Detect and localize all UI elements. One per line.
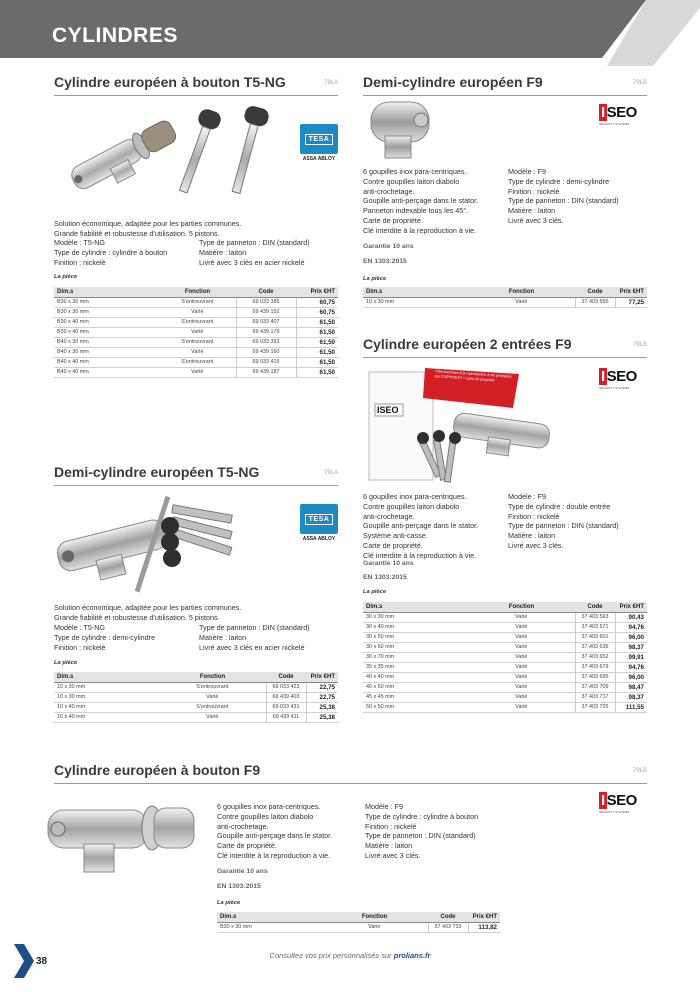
footer-link[interactable]: prolians.fr <box>393 951 431 960</box>
table-row: 10 x 40 mm Varié 69 439 411 25,38 <box>54 712 338 722</box>
spec-right: Modèle : F9 Type de cylindre : cylindre à bouton Finition : nickelé Type de panneton : DIN (standard) Matière : laiton Livré avec 3 clés. <box>365 802 479 860</box>
card-logo: ISEO <box>377 405 399 415</box>
price-table: Dim.s Fonction Code Prix €HT B30 x 30 mm Varié 37 403 733 113,82 <box>217 912 500 933</box>
table-row: 40 x 40 mm Varié 37 403 695 96,00 <box>363 672 647 682</box>
product-image-cylinder-knob <box>44 800 204 886</box>
page-number: 38 <box>36 956 48 967</box>
unit-label: La pièce <box>217 900 241 906</box>
table-row: 30 x 30 mm Varié 37 403 563 90,43 <box>363 612 647 622</box>
section-cylindre-bouton-f9 <box>54 762 647 942</box>
spec-left: 6 goupilles inox para-centriques. Contre goupilles laiton diabolo anti-crochetage. Goupille anti-perçage dans le stator. Système anti-casse. Carte de propriété. Clé interdite à la reproduction à vie. <box>363 492 479 560</box>
intro-text: Solution économique, adaptée pour les parties communes. Grande fiabilité et robustesse d'utilisation. 5 pistons. <box>54 603 242 622</box>
section-title: Cylindre européen à bouton F9 <box>54 762 261 778</box>
spec-right: Type de panneton : DIN (standard) Matière : laiton Livré avec 3 clés en acier nickelé <box>199 623 310 652</box>
section-cylindre-2-entrees-f9 <box>363 336 647 736</box>
section-header <box>363 74 647 96</box>
section-demi-cylindre-f9 <box>363 74 647 314</box>
spec-right: Type de panneton : DIN (standard) Matière : laiton Livré avec 3 clés en acier nickelé <box>199 238 310 267</box>
unit-label: La pièce <box>54 660 78 666</box>
table-row: 30 x 60 mm Varié 37 403 636 98,37 <box>363 642 647 652</box>
section-ref: 79LB <box>632 80 647 86</box>
brand-logo-iseo: I SEO SECURITY SYSTEMS <box>599 104 637 126</box>
table-row: 10 x 40 mm S'entrouvrant 69 033 431 25,38 <box>54 702 338 712</box>
section-header <box>54 464 338 486</box>
section-header <box>363 336 647 358</box>
table-row: B30 x 40 mm Varié 69 439 179 61,50 <box>54 327 338 337</box>
product-image-cylinder-card-keys <box>367 364 567 488</box>
section-ref: 79LA <box>323 470 338 476</box>
guarantee-label: Garantie 10 ans <box>363 243 414 250</box>
section-title: Demi-cylindre européen F9 <box>363 74 543 90</box>
unit-label: La pièce <box>363 276 387 282</box>
product-image-cylinder-knob-keys <box>58 98 278 208</box>
table-row: B40 x 40 mm S'entrouvrant 69 033 415 61,50 <box>54 357 338 367</box>
section-title: Cylindre européen à bouton T5-NG <box>54 74 286 90</box>
product-image-half-cylinder-keys <box>54 490 264 598</box>
table-row: B40 x 30 mm Varié 69 439 160 61,50 <box>54 347 338 357</box>
brand-logo-tesa: TESA ASSA ABLOY <box>300 504 338 542</box>
section-header <box>54 74 338 96</box>
spec-left: 6 goupilles inox para-centriques. Contre goupilles laiton diabolo anti-crochetage. Goupille anti-perçage dans le stator. Carte de propriété. Clé interdite à la reproduction à vie. <box>217 802 333 860</box>
brand-logo-iseo: I SEO SECURITY SYSTEMS <box>599 368 637 390</box>
table-row: 30 x 40 mm Varié 37 403 571 94,76 <box>363 622 647 632</box>
spec-left: Modèle : T5-NG Type de cylindre : cylindre à bouton Finition : nickelé <box>54 238 168 267</box>
intro-text: Solution économique, adaptée pour les parties communes. Grande fiabilité et robustesse d'utilisation. 5 pistons. <box>54 219 242 238</box>
spec-left: 6 goupilles inox para-centriques. Contre goupilles laiton diabolo anti-crochetage. Goupille anti-perçage dans le stator. Panneton indexable tous les 45°. Carte de propriété. Clé interdite à la reproduction à vie. <box>363 167 479 235</box>
section-title: Cylindre européen 2 entrées F9 <box>363 336 572 352</box>
table-row: 45 x 45 mm Varié 37 403 717 98,37 <box>363 692 647 702</box>
norm-label: EN 1303:2015 <box>217 883 261 890</box>
table-row: 40 x 50 mm Varié 37 403 709 98,47 <box>363 682 647 692</box>
price-table: Dim.s Fonction Code Prix €HT 30 x 30 mm Varié 37 403 563 90,43 30 x 40 mm Varié 37 403 571 94,76 30 x 50 mm Varié 37 403 601 96,00 30 x 60 mm Varié 37 403 636 98,37 30 x 70 mm Varié 37 403 652 99,91 35 x 35 mm Varié 37 403 679 94,76 40 x 40 mm Varié 37 403 695 96,00 40 x 50 mm Varié 37 403 709 98,47 45 x 45 mm Varié 37 403 717 98,37 50 x 50 mm Varié 37 403 725 111,55 <box>363 602 647 713</box>
section-ref: 79LB <box>632 768 647 774</box>
guarantee-label: Garantie 10 ans <box>217 868 268 875</box>
table-row: 10 x 30 mm S'entrouvrant 69 033 423 22,75 <box>54 682 338 692</box>
unit-label: La pièce <box>54 274 78 280</box>
product-image-half-cylinder <box>363 96 439 164</box>
section-title: Demi-cylindre européen T5-NG <box>54 464 260 480</box>
section-ref: 79LA <box>323 80 338 86</box>
table-row: 10 x 30 mm Varié 69 439 403 22,75 <box>54 692 338 702</box>
section-ref: 79LB <box>632 342 647 348</box>
table-row: B40 x 30 mm S'entrouvrant 69 033 393 61,50 <box>54 337 338 347</box>
brand-logo-tesa: TESA ASSA ABLOY <box>300 124 338 162</box>
price-table: Dim.s Fonction Code Prix €HT 10 x 30 mm Varié 37 403 555 77,25 <box>363 287 647 308</box>
card-caption: Clés soumises à la reproduction à vie protégées par COPYRIGHT • Carte de propriété <box>434 369 512 382</box>
section-cylindre-bouton-t5ng <box>54 74 338 404</box>
section-header <box>54 762 647 784</box>
table-row: B30 x 40 mm S'entrouvrant 69 033 407 61,50 <box>54 317 338 327</box>
spec-left: Modèle : T5-NG Type de cylindre : demi-cylindre Finition : nickelé <box>54 623 156 652</box>
unit-label: La pièce <box>363 589 387 595</box>
table-row: 10 x 30 mm Varié 37 403 555 77,25 <box>363 297 647 307</box>
price-table: Dim.s Fonction Code Prix €HT 10 x 30 mm S'entrouvrant 69 033 423 22,75 10 x 30 mm Varié 69 439 403 22,75 10 x 40 mm S'entrouvrant 69 033 431 25,38 10 x 40 mm Varié 69 439 411 25,38 <box>54 672 338 723</box>
page-arrow-icon <box>14 944 34 978</box>
norm-label: EN 1303:2015 <box>363 258 407 265</box>
table-row: 30 x 70 mm Varié 37 403 652 99,91 <box>363 652 647 662</box>
table-row: 50 x 50 mm Varié 37 403 725 111,55 <box>363 702 647 712</box>
page-title: CYLINDRES <box>52 24 178 47</box>
footer-note: Consultez vos prix personnalisés sur prolians.fr <box>269 951 431 960</box>
table-row: B30 x 30 mm S'entrouvrant 69 033 385 60,75 <box>54 297 338 307</box>
brand-logo-iseo: I SEO SECURITY SYSTEMS <box>599 792 637 814</box>
table-row: 30 x 50 mm Varié 37 403 601 96,00 <box>363 632 647 642</box>
table-row: B30 x 30 mm Varié 69 439 152 60,75 <box>54 307 338 317</box>
section-demi-cylindre-t5ng <box>54 464 338 744</box>
norm-label: EN 1303:2015 <box>363 574 407 581</box>
table-row: B40 x 40 mm Varié 69 439 187 61,50 <box>54 367 338 377</box>
price-table: Dim.s Fonction Code Prix €HT B30 x 30 mm S'entrouvrant 69 033 385 60,75 B30 x 30 mm Varié 69 439 152 60,75 B30 x 40 mm S'entrouvrant 69 033 407 61,50 B30 x 40 mm Varié 69 439 179 61,50 B40 x 30 mm S'entrouvrant 69 033 393 61,50 B40 x 30 mm Varié 69 439 160 61,50 B40 x 40 mm S'entrouvrant 69 033 415 61,50 B40 x 40 mm Varié 69 439 187 61,50 <box>54 287 338 378</box>
table-row: B30 x 30 mm Varié 37 403 733 113,82 <box>217 922 500 932</box>
spec-right: Modèle : F9 Type de cylindre : demi-cylindre Finition : nickelé Type de panneton : DIN (standard) Matière : laiton Livré avec 3 clés. <box>508 167 619 225</box>
table-row: 35 x 35 mm Varié 37 403 679 94,76 <box>363 662 647 672</box>
spec-right: Modèle : F9 Type de cylindre : double entrée Finition : nickelé Type de panneton : DIN (standard) Matière : laiton Livré avec 3 clés. <box>508 492 619 550</box>
guarantee-label: Garantie 10 ans <box>363 560 414 567</box>
